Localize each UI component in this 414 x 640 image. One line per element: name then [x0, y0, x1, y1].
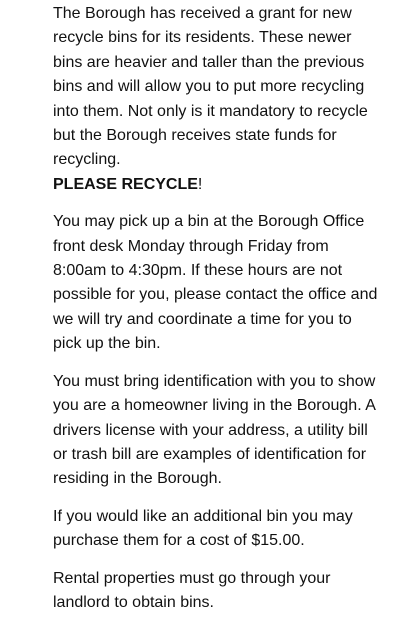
paragraph-pickup: You may pick up a bin at the Borough Office front desk Monday through Friday from 8:00am to 4:30pm. If these hours are not possible for you, please contact the office and we will try and coordinate a time for you to pick up the bin. [53, 213, 378, 353]
paragraph-additional-bin: If you would like an additional bin you may purchase them for a cost of $15.00. [53, 507, 353, 550]
paragraph-identification: You must bring identification with you to show you are a homeowner living in the Borough. A drivers license with your address, a utility bill or trash bill are examples of identification for residing in the Borough. [53, 372, 376, 488]
paragraph-grant-text: The Borough has received a grant for new recycle bins for its residents. These newer bins are heavier and taller than the previous bins and will allow you to put more recycling into them. Not only is it mandatory to recycle but the Borough receives state funds for recycling. [53, 5, 368, 169]
please-recycle-emphasis: PLEASE RECYCLE [53, 175, 198, 193]
please-recycle-exclamation: ! [197, 175, 203, 193]
paragraph-grant [53, 2, 379, 197]
article-body [53, 0, 379, 628]
paragraph-rental: Rental properties must go through your landlord to obtain bins. [53, 569, 331, 611]
